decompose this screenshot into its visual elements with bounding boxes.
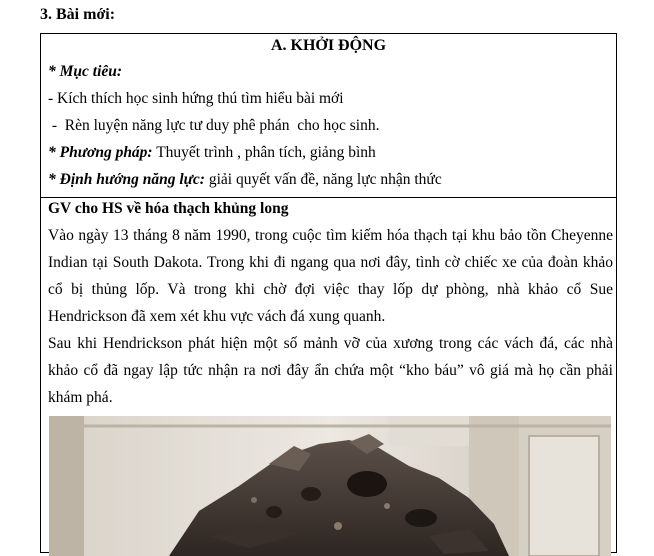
objectives-label: * Mục tiêu: <box>48 63 123 80</box>
objective-item: - Rèn luyện năng lực tư duy phê phán cho học sinh. <box>48 117 380 134</box>
warmup-objectives-cell <box>41 34 616 198</box>
competency-text: giải quyết vấn đề, năng lực nhận thức <box>204 171 442 188</box>
lesson-table <box>40 33 617 553</box>
story-paragraph: Sau khi Hendrickson phát hiện một số mảnh vỡ của xương trong các vách đá, các nhà khảo cổ đã ngay lập tức nhận ra nơi đây ẩn chứa một “kho báu” vô giá mà họ cần phải khám phá. <box>48 335 613 406</box>
competency-label: * Định hướng năng lực: <box>48 171 205 188</box>
story-paragraph: Vào ngày 13 tháng 8 năm 1990, trong cuộc tìm kiếm hóa thạch tại khu bảo tồn Cheyenne Indian tại South Dakota. Trong khi đi ngang qua nơi đây, tình cờ chiếc xe của đoàn khảo cổ bị thủng lốp. Và trong khi chờ đợi việc thay lốp dự phòng, nhà khảo cổ Sue Hendrickson đã xem xét khu vực vách đá xung quanh. <box>48 227 613 325</box>
dinosaur-skull-photo <box>49 416 611 556</box>
method-text: Thuyết trình , phân tích, giảng bình <box>152 144 376 161</box>
section-heading: 3. Bài mới: <box>40 6 116 23</box>
activity-title: GV cho HS về hóa thạch khủng long <box>48 200 289 217</box>
competency-line <box>48 171 442 189</box>
objective-item: - Kích thích học sinh hứng thú tìm hiểu bài mới <box>48 90 344 107</box>
method-line <box>48 144 376 162</box>
section-title: A. KHỞI ĐỘNG <box>270 37 387 54</box>
method-label: * Phương pháp: <box>48 144 153 161</box>
